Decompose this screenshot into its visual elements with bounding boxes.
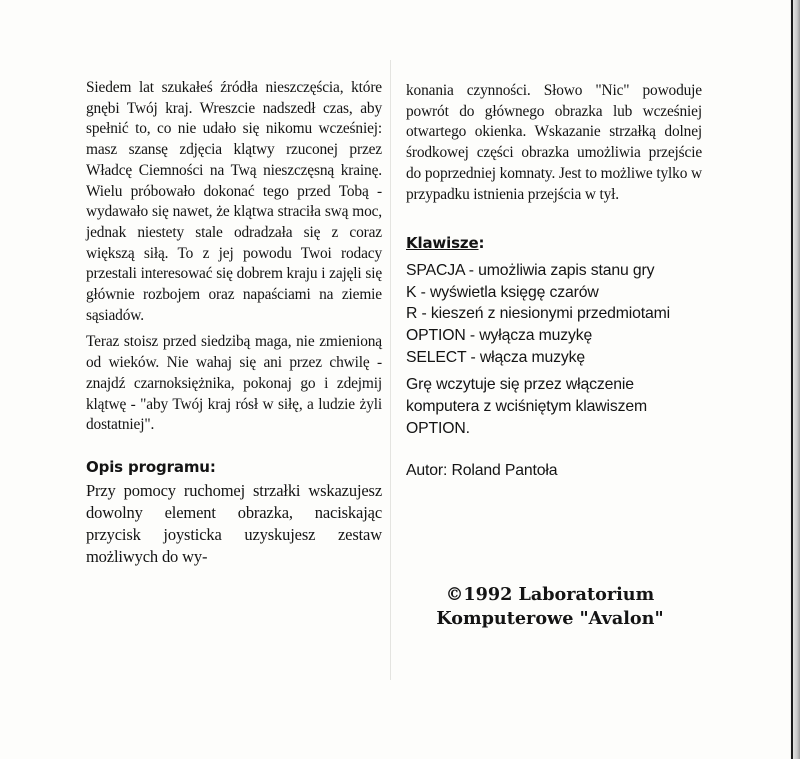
- program-description-heading: Opis programu:: [86, 457, 216, 476]
- copyright-line-2: Komputerowe "Avalon": [436, 608, 664, 629]
- right-column: [406, 81, 702, 481]
- keys-heading-text: Klawisze: [406, 234, 479, 253]
- program-description-text-part2: konania czynności. Słowo "Nic" powoduje powrót do głównego obrazka lub wcześniej otwartego okienka. Wskazanie strzałką dolnej środkowej części obrazka umożliwia przejście do poprzedniej komnaty. Jest to możliwe tylko w przypadku istnienia przejścia w tył.: [406, 82, 702, 203]
- program-description-text-part1: Przy pomocy ruchomej strzałki wskazujesz dowolny element obrazka, naciskając przycisk joysticka uzyskujesz zestaw możliwych do wy-: [86, 480, 382, 566]
- keys-heading-colon: :: [478, 234, 485, 253]
- copyright-notice: [400, 583, 700, 631]
- key-line-r: R - kieszeń z niesionymi przedmiotami: [406, 305, 670, 323]
- copyright-line-1: ©1992 Laboratorium: [445, 584, 655, 605]
- left-column: [86, 78, 382, 568]
- author-credit: Autor: Roland Pantoła: [406, 461, 558, 479]
- sleeve-edge-line: [791, 0, 793, 759]
- key-line-select: SELECT - włącza muzykę: [406, 348, 586, 366]
- load-instructions: Grę wczytuje się przez włączenie komputera z wciśniętym klawiszem OPTION.: [406, 376, 647, 437]
- intro-paragraph-1: Siedem lat szukałeś źródła nieszczęścia, które gnębi Twój kraj. Wreszcie nadszedł czas, aby spełnić to, co nie udało się nikomu wcześniej: masz szansę zdjęcia klątwy rzuconej przez Władcę Ciemności na Twą nieszczęsną krainę. Wielu próbowało dokonać tego przed Tobą - wydawało się nawet, że klątwa straciła swą moc, jednak niestety stale odradzała się z coraz większą siłą. To z jej powodu Twoi rodacy przestali interesować się dobrem kraju i zajęli się głównie rozbojem oraz napaściami na ziemie sąsiadów.: [86, 79, 382, 324]
- keys-list: [406, 260, 702, 481]
- page-fold: [390, 60, 391, 680]
- keys-heading: [406, 233, 702, 254]
- key-line-option: OPTION - wyłącza muzykę: [406, 327, 593, 345]
- intro-paragraph-2: Teraz stoisz przed siedzibą maga, nie zmienioną od wieków. Nie wahaj się ani przez chwilę - znajdź czarnoksiężnika, pokonaj go i zdejmij klątwę - "aby Twój kraj rósł w siłę, a ludzie żyli dostatniej".: [86, 333, 382, 434]
- key-line-k: K - wyświetla księgę czarów: [406, 283, 599, 301]
- key-line-space: SPACJA - umożliwia zapis stanu gry: [406, 261, 655, 279]
